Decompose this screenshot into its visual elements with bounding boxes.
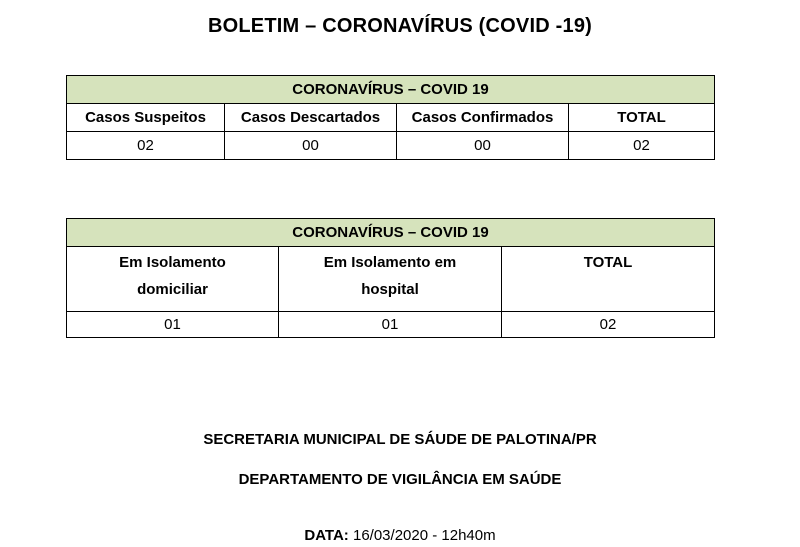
header-line: Em Isolamento <box>119 254 226 271</box>
departamento-line: DEPARTAMENTO DE VIGILÂNCIA EM SAÚDE <box>238 471 562 488</box>
cases-table-header-row <box>67 104 715 132</box>
header-isolamento-domiciliar <box>67 247 279 312</box>
header-isolamento-hospital <box>279 247 502 312</box>
value-casos-descartados: 00 <box>225 132 397 160</box>
value-total: 02 <box>569 132 715 160</box>
table-row <box>67 312 715 338</box>
value-casos-confirmados: 00 <box>397 132 569 160</box>
isolation-table-caption: CORONAVÍRUS – COVID 19 <box>67 219 715 247</box>
date-value: 16/03/2020 - 12h40m <box>352 527 496 544</box>
value-total-isolamento: 02 <box>502 312 715 338</box>
header-line: hospital <box>361 281 419 298</box>
date-line <box>0 527 800 544</box>
header-line: Em Isolamento em <box>323 254 457 271</box>
header-total: TOTAL <box>569 104 715 132</box>
isolation-table <box>66 218 715 338</box>
document-title: BOLETIM – CORONAVÍRUS (COVID -19) <box>207 15 593 37</box>
header-casos-suspeitos: Casos Suspeitos <box>67 104 225 132</box>
header-line: TOTAL <box>583 254 633 271</box>
cases-table <box>66 75 715 160</box>
value-casos-suspeitos: 02 <box>67 132 225 160</box>
value-isolamento-domiciliar: 01 <box>67 312 279 338</box>
value-isolamento-hospital: 01 <box>279 312 502 338</box>
header-casos-descartados: Casos Descartados <box>225 104 397 132</box>
header-total-isolamento <box>502 247 715 312</box>
cases-table-caption: CORONAVÍRUS – COVID 19 <box>67 76 715 104</box>
secretaria-line: SECRETARIA MUNICIPAL DE SÁUDE DE PALOTINA/PR <box>203 431 597 448</box>
header-line: domiciliar <box>137 281 208 298</box>
table-row <box>67 132 715 160</box>
header-casos-confirmados: Casos Confirmados <box>397 104 569 132</box>
isolation-table-header-row <box>67 247 715 312</box>
date-label: DATA: <box>304 527 349 544</box>
